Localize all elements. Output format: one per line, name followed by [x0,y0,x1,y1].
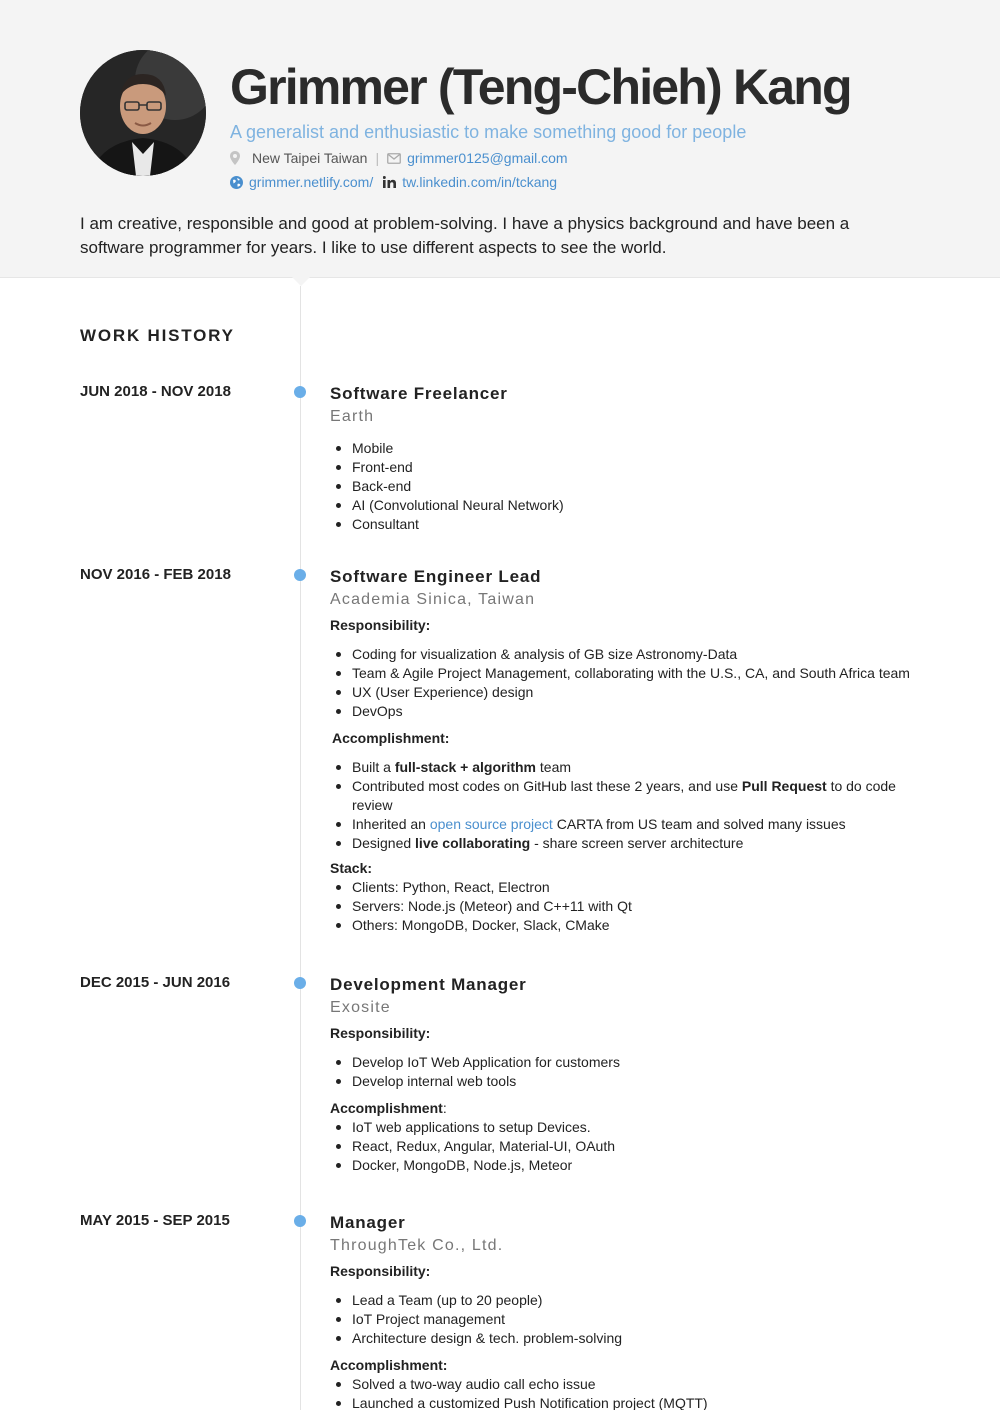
list-item: Servers: Node.js (Meteor) and C++11 with Qt [330,897,930,916]
list-item: Docker, MongoDB, Node.js, Meteor [330,1156,930,1175]
job-entry-engineer-lead [330,566,930,935]
responsibility-label: Responsibility: [330,1263,431,1279]
stack-list [330,878,930,935]
open-source-project-link[interactable]: open source project [429,816,553,832]
accomplishment-list [330,758,930,853]
responsibility-label: Responsibility: [330,1025,431,1041]
header-notch [292,277,310,286]
map-pin-icon [230,151,240,165]
list-item: Mobile [330,439,930,458]
globe-icon [230,176,243,189]
responsibility-list [330,1291,930,1348]
job-date: NOV 2016 - FEB 2018 [80,566,231,583]
list-item: DevOps [330,702,930,721]
list-item: Clients: Python, React, Electron [330,878,930,897]
accomplishment-label: Accomplishment: [330,1357,448,1373]
tagline: A generalist and enthusiastic to make something good for people [230,122,747,142]
list-item: Develop IoT Web Application for customers [330,1053,930,1072]
job-company: Exosite [330,999,391,1016]
responsibility-label: Responsibility: [330,617,431,633]
accomplishment-label: Accomplishment [330,1100,443,1116]
envelope-icon [387,153,401,164]
timeline-dot [294,386,306,398]
location-text: New Taipei Taiwan [252,150,368,166]
job-company: ThroughTek Co., Ltd. [330,1237,504,1254]
job-date: MAY 2015 - SEP 2015 [80,1212,230,1229]
job-date: JUN 2018 - NOV 2018 [80,383,231,400]
profile-summary: I am creative, responsible and good at problem-solving. I have a physics background and have been a software programmer for years. I like to use different aspects to see the world. [80,214,850,257]
job-entry-development-manager [330,974,930,1175]
job-duties-list [330,439,930,534]
list-item: Inherited an open source project CARTA from US team and solved many issues [330,815,930,834]
list-item: AI (Convolutional Neural Network) [330,496,930,515]
job-company: Academia Sinica, Taiwan [330,591,536,608]
list-item: Launched a customized Push Notification project (MQTT) [330,1394,930,1410]
list-item: Front-end [330,458,930,477]
section-title-work-history: WORK HISTORY [80,326,235,345]
list-item: UX (User Experience) design [330,683,930,702]
job-company: Earth [330,408,375,425]
job-entry-freelancer [330,383,930,534]
list-item: Architecture design & tech. problem-solving [330,1329,930,1348]
job-title: Software Freelancer [330,384,508,403]
job-entry-manager [330,1212,930,1410]
stack-label: Stack: [330,860,373,876]
contact-divider: | [375,150,380,166]
linkedin-icon [383,176,396,188]
accomplishment-list [330,1118,930,1175]
responsibility-list [330,1053,930,1091]
profile-header [0,0,1000,278]
timeline-line [300,286,301,1410]
avatar-portrait-image [80,50,206,176]
list-item: Built a full-stack + algorithm team [330,758,930,777]
list-item: Develop internal web tools [330,1072,930,1091]
accomplishment-label: Accomplishment: [332,730,450,746]
list-item: Consultant [330,515,930,534]
job-title: Development Manager [330,975,527,994]
list-item: Coding for visualization & analysis of GB size Astronomy-Data [330,645,930,664]
job-title: Software Engineer Lead [330,567,542,586]
email-link[interactable]: grimmer0125@gmail.com [407,150,568,166]
list-item: IoT Project management [330,1310,930,1329]
avatar [80,50,206,176]
contact-row-secondary [230,174,557,190]
timeline-dot [294,1215,306,1227]
list-item: Solved a two-way audio call echo issue [330,1375,930,1394]
list-item: Contributed most codes on GitHub last these 2 years, and use Pull Request to do code review [330,777,930,815]
list-item: Lead a Team (up to 20 people) [330,1291,930,1310]
candidate-name: Grimmer (Teng-Chieh) Kang [230,59,851,115]
accomplishment-list [330,1375,930,1410]
contact-row-primary [230,150,568,166]
responsibility-list [330,645,930,721]
website-link[interactable]: grimmer.netlify.com/ [249,174,374,190]
timeline-dot [294,977,306,989]
list-item: Others: MongoDB, Docker, Slack, CMake [330,916,930,935]
timeline-dot [294,569,306,581]
accomplishment-heading: Accomplishment: [330,1100,447,1116]
list-item: Back-end [330,477,930,496]
linkedin-link[interactable]: tw.linkedin.com/in/tckang [402,174,558,190]
list-item: Designed live collaborating - share screen server architecture [330,834,930,853]
list-item: Team & Agile Project Management, collaborating with the U.S., CA, and South Africa team [330,664,930,683]
list-item: React, Redux, Angular, Material-UI, OAuth [330,1137,930,1156]
list-item: IoT web applications to setup Devices. [330,1118,930,1137]
job-title: Manager [330,1213,406,1232]
job-date: DEC 2015 - JUN 2016 [80,974,231,991]
